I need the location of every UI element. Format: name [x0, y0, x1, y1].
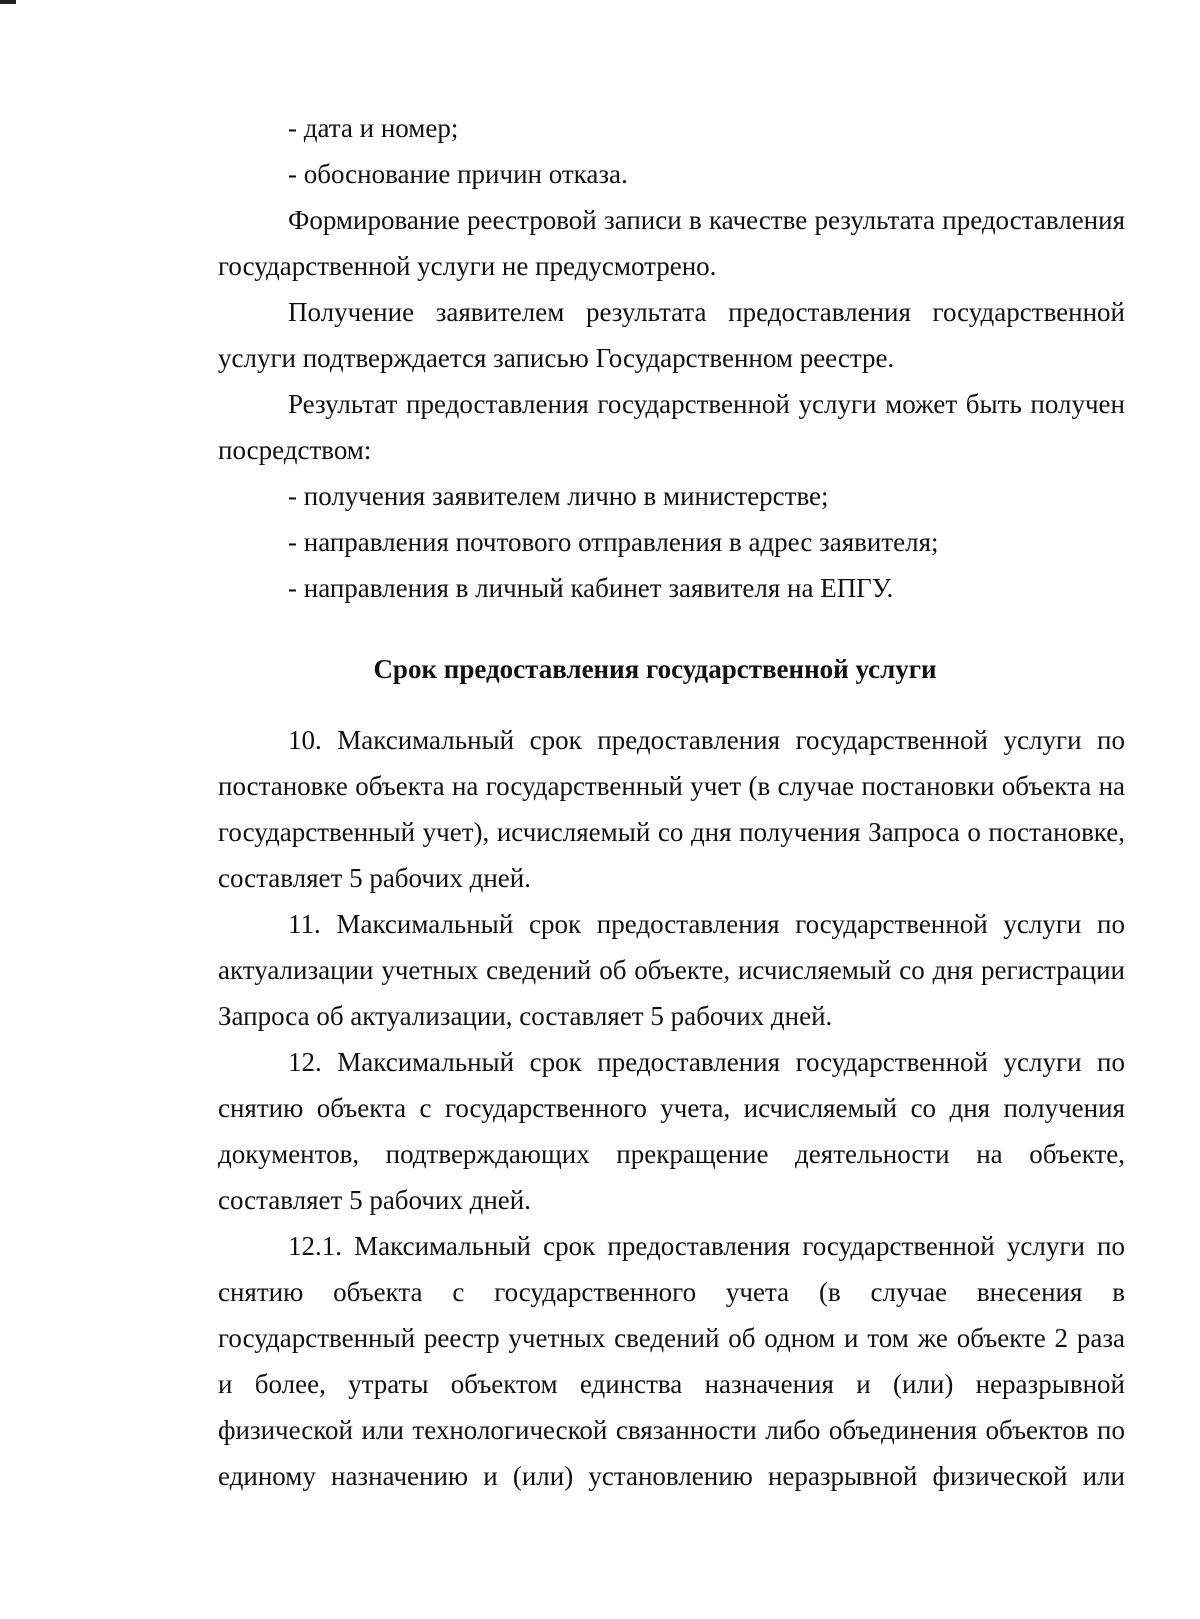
text-line: составляет 5 рабочих дней.	[218, 1185, 531, 1215]
text-line: 10. Максимальный срок предоставления государственной услуги по	[288, 725, 1125, 755]
section-heading: Срок предоставления государственной услуги	[373, 654, 937, 684]
text-line: государственной услуги не предусмотрено.	[218, 251, 717, 281]
text-line: единому назначению и (или) установлению неразрывной физической или	[218, 1461, 1125, 1491]
text-line: Получение заявителем результата предоставления государственной	[288, 297, 1125, 327]
text-line: 12. Максимальный срок предоставления государственной услуги по	[288, 1047, 1125, 1077]
text-line: Формирование реестровой записи в качестве результата предоставления	[288, 205, 1125, 235]
text-line: актуализации учетных сведений об объекте, исчисляемый со дня регистрации	[218, 955, 1125, 985]
text-line: составляет 5 рабочих дней.	[218, 863, 531, 893]
text-line: документов, подтверждающих прекращение деятельности на объекте,	[218, 1139, 1125, 1169]
text-line: государственный реестр учетных сведений об одном и том же объекте 2 раза	[218, 1323, 1125, 1353]
text-line: физической или технологической связанности либо объединения объектов по	[218, 1415, 1125, 1445]
text-line: Запроса об актуализации, составляет 5 рабочих дней.	[218, 1001, 833, 1031]
text-line: - дата и номер;	[288, 113, 459, 143]
text-line: - направления в личный кабинет заявителя на ЕПГУ.	[288, 573, 894, 603]
text-line: государственный учет), исчисляемый со дня получения Запроса о постановке,	[218, 817, 1125, 847]
text-line: снятию объекта с государственного учета (в случае внесения в	[218, 1277, 1125, 1307]
text-line: снятию объекта с государственного учета, исчисляемый со дня получения	[218, 1093, 1125, 1123]
scan-corner-mark	[0, 0, 16, 4]
text-line: - обоснование причин отказа.	[288, 159, 628, 189]
text-line: Результат предоставления государственной услуги может быть получен	[288, 389, 1125, 419]
text-line: - получения заявителем лично в министерстве;	[288, 481, 829, 511]
text-line: посредством:	[218, 435, 372, 465]
text-line: постановке объекта на государственный учет (в случае постановки объекта на	[218, 771, 1125, 801]
text-line: 12.1. Максимальный срок предоставления государственной услуги по	[288, 1231, 1125, 1261]
text-line: 11. Максимальный срок предоставления государственной услуги по	[288, 909, 1125, 939]
text-line: - направления почтового отправления в адрес заявителя;	[288, 527, 939, 557]
text-line: и более, утраты объектом единства назначения и (или) неразрывной	[218, 1369, 1125, 1399]
text-line: услуги подтверждается записью Государственном реестре.	[218, 343, 895, 373]
